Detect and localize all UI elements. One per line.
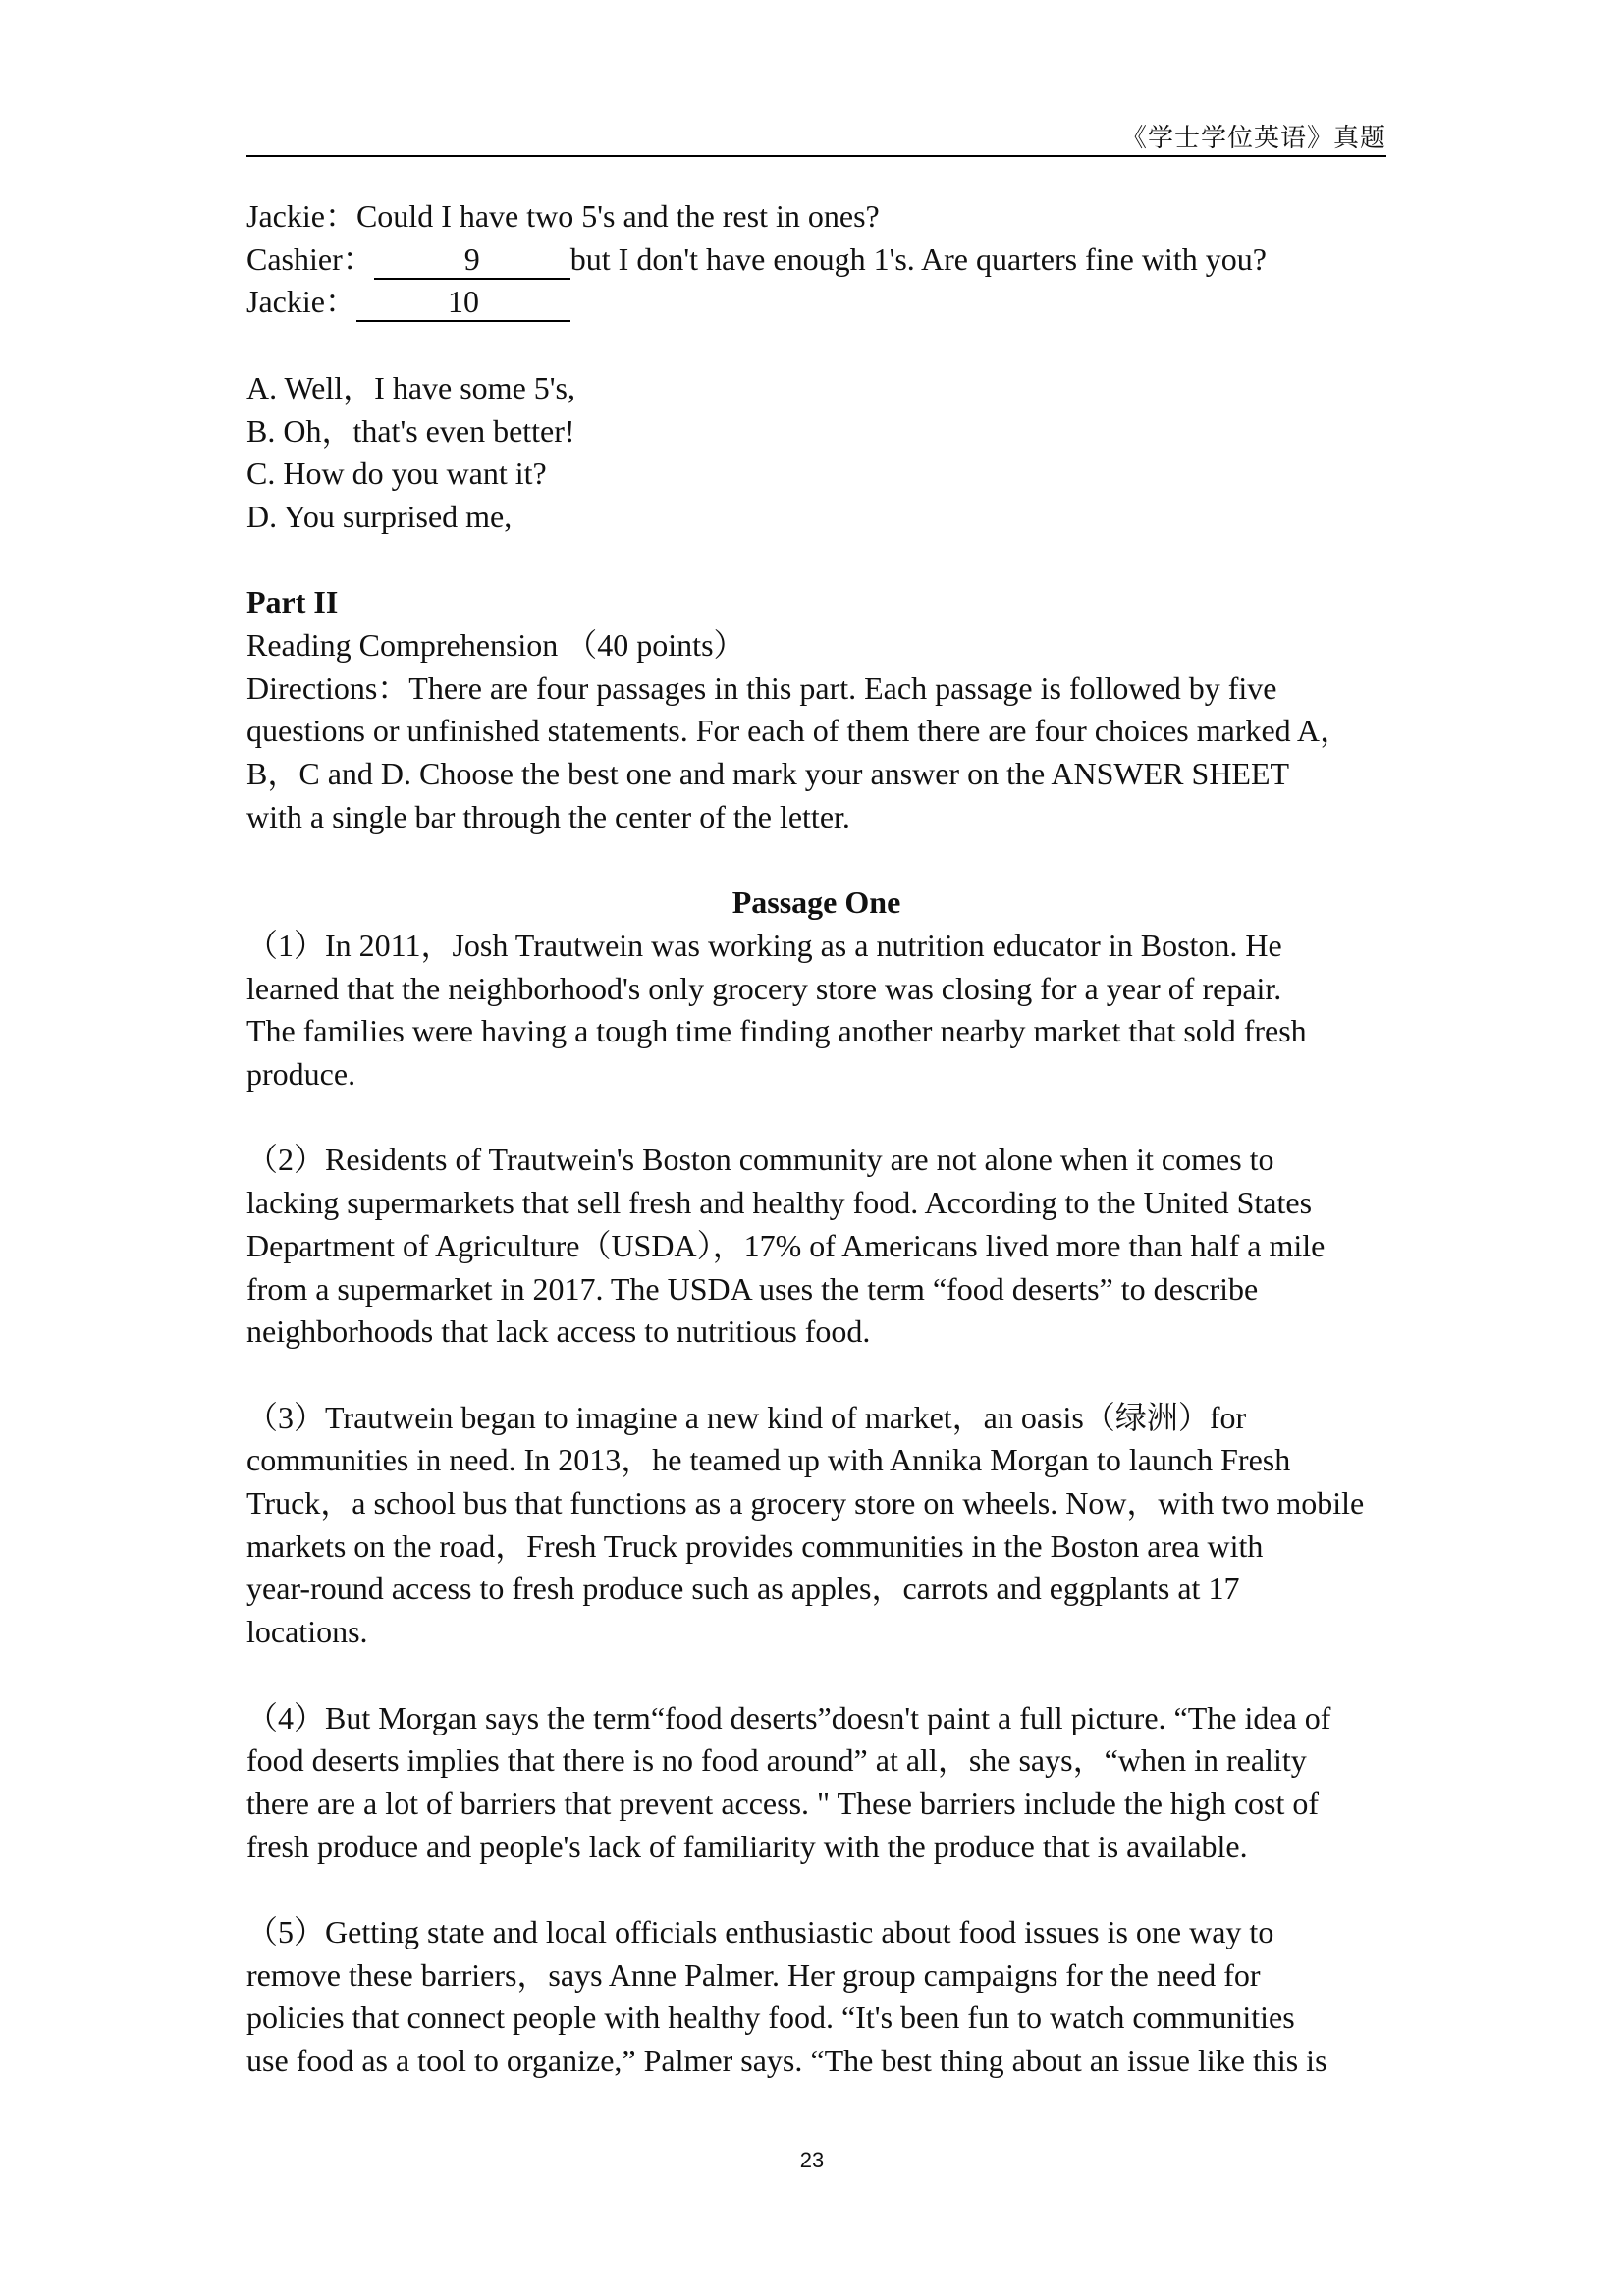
part-two — [246, 581, 1386, 838]
section-subheading: Reading Comprehension （40 points） — [246, 627, 745, 663]
paragraph-line: （1）In 2011，Josh Trautwein was working as a nutrition educator in Boston. He — [246, 927, 1282, 963]
paragraph-line: Department of Agriculture（USDA），17% of Americans lived more than half a mile — [246, 1227, 1326, 1263]
paragraph-line: communities in need. In 2013，he teamed up with Annika Morgan to launch Fresh — [246, 1442, 1291, 1478]
directions-line: Directions：There are four passages in this part. Each passage is followed by five — [246, 669, 1277, 706]
paragraph-line: policies that connect people with healthy food. “It's been fun to watch communities — [246, 2000, 1295, 2036]
paragraph-line: （2）Residents of Trautwein's Boston community are not alone when it comes to — [246, 1142, 1274, 1178]
paragraph-line: Truck，a school bus that functions as a grocery store on wheels. Now，with two mobile — [246, 1485, 1365, 1522]
paragraph-3 — [246, 1397, 1386, 1654]
paragraph-5 — [246, 1911, 1386, 2083]
paragraph-line: locations. — [246, 1614, 368, 1650]
option-a: A. Well，I have some 5's, — [246, 369, 575, 405]
paragraph-line: remove these barriers，says Anne Palmer. Her group campaigns for the need for — [246, 1956, 1261, 1993]
dialogue-line — [246, 239, 1386, 282]
paragraph-line: learned that the neighborhood's only grocery store was closing for a year of repair. — [246, 970, 1282, 1006]
passage-title: Passage One — [731, 884, 901, 921]
directions-line: B，C and D. Choose the best one and mark your answer on the ANSWER SHEET — [246, 756, 1290, 792]
spacer — [246, 1354, 1386, 1397]
dialogue-line — [246, 281, 1386, 324]
paragraph-line: lacking supermarkets that sell fresh and healthy food. According to the United States — [246, 1185, 1313, 1221]
dialogue-text: but I don't have enough 1's. Are quarters fine with you? — [569, 240, 1267, 277]
paragraph-line: there are a lot of barriers that prevent access. " These barriers include the high cost of — [246, 1785, 1320, 1821]
option-list — [246, 367, 1386, 539]
option-d: D. You surprised me, — [246, 498, 513, 534]
paragraph-line: year-round access to fresh produce such as apples，carrots and eggplants at 17 — [246, 1571, 1240, 1607]
paragraph-line: neighborhoods that lack access to nutritious food. — [246, 1313, 871, 1350]
spacer — [246, 324, 1386, 367]
paragraph-line: （3）Trautwein began to imagine a new kind of market，an oasis（绿洲）for — [246, 1399, 1247, 1435]
paragraph-line: use food as a tool to organize,” Palmer says. “The best thing about an issue like this is — [246, 2043, 1327, 2079]
spacer — [246, 1096, 1386, 1140]
paragraph-line: from a supermarket in 2017. The USDA uses the term “food deserts” to describe — [246, 1270, 1259, 1307]
paragraph-4 — [246, 1697, 1386, 1869]
speaker-label: Jackie： — [246, 284, 356, 320]
paragraph-line: （4）But Morgan says the term“food deserts”doesn't paint a full picture. “The idea of — [246, 1699, 1331, 1735]
dialogue-line: Jackie：Could I have two 5's and the rest in ones? — [246, 198, 880, 234]
option-b: B. Oh，that's even better! — [246, 412, 575, 449]
paragraph-line: food deserts implies that there is no food around” at all，she says，“when in reality — [246, 1742, 1307, 1779]
answer-blank: 10 — [356, 283, 570, 322]
answer-blank: 9 — [374, 240, 570, 280]
paragraph-line: markets on the road，Fresh Truck provides communities in the Boston area with — [246, 1527, 1264, 1564]
header-title: 《学士学位英语》真题 — [1120, 124, 1386, 153]
paragraph-line: The families were having a tough time finding another nearby market that sold fresh — [246, 1013, 1307, 1049]
paragraph-line: （5）Getting state and local officials enthusiastic about food issues is one way to — [246, 1914, 1274, 1950]
paragraph-line: produce. — [246, 1056, 356, 1093]
option-c: C. How do you want it? — [246, 455, 547, 492]
spacer — [246, 1868, 1386, 1911]
directions-line: questions or unfinished statements. For each of them there are four choices marked A， — [246, 713, 1351, 749]
section-heading: Part II — [246, 584, 339, 620]
paragraph-2 — [246, 1139, 1386, 1354]
paragraph-line: fresh produce and people's lack of familiarity with the produce that is available. — [246, 1828, 1248, 1864]
spacer — [246, 839, 1386, 882]
page-content — [246, 195, 1386, 2083]
page-number: 23 — [799, 2148, 825, 2172]
dialogue — [246, 195, 1386, 324]
speaker-label: Cashier： — [246, 240, 374, 277]
directions-line: with a single bar through the center of the letter. — [246, 798, 850, 834]
spacer — [246, 539, 1386, 582]
paragraph-1 — [246, 925, 1386, 1096]
page-header — [246, 116, 1386, 157]
spacer — [246, 1654, 1386, 1697]
